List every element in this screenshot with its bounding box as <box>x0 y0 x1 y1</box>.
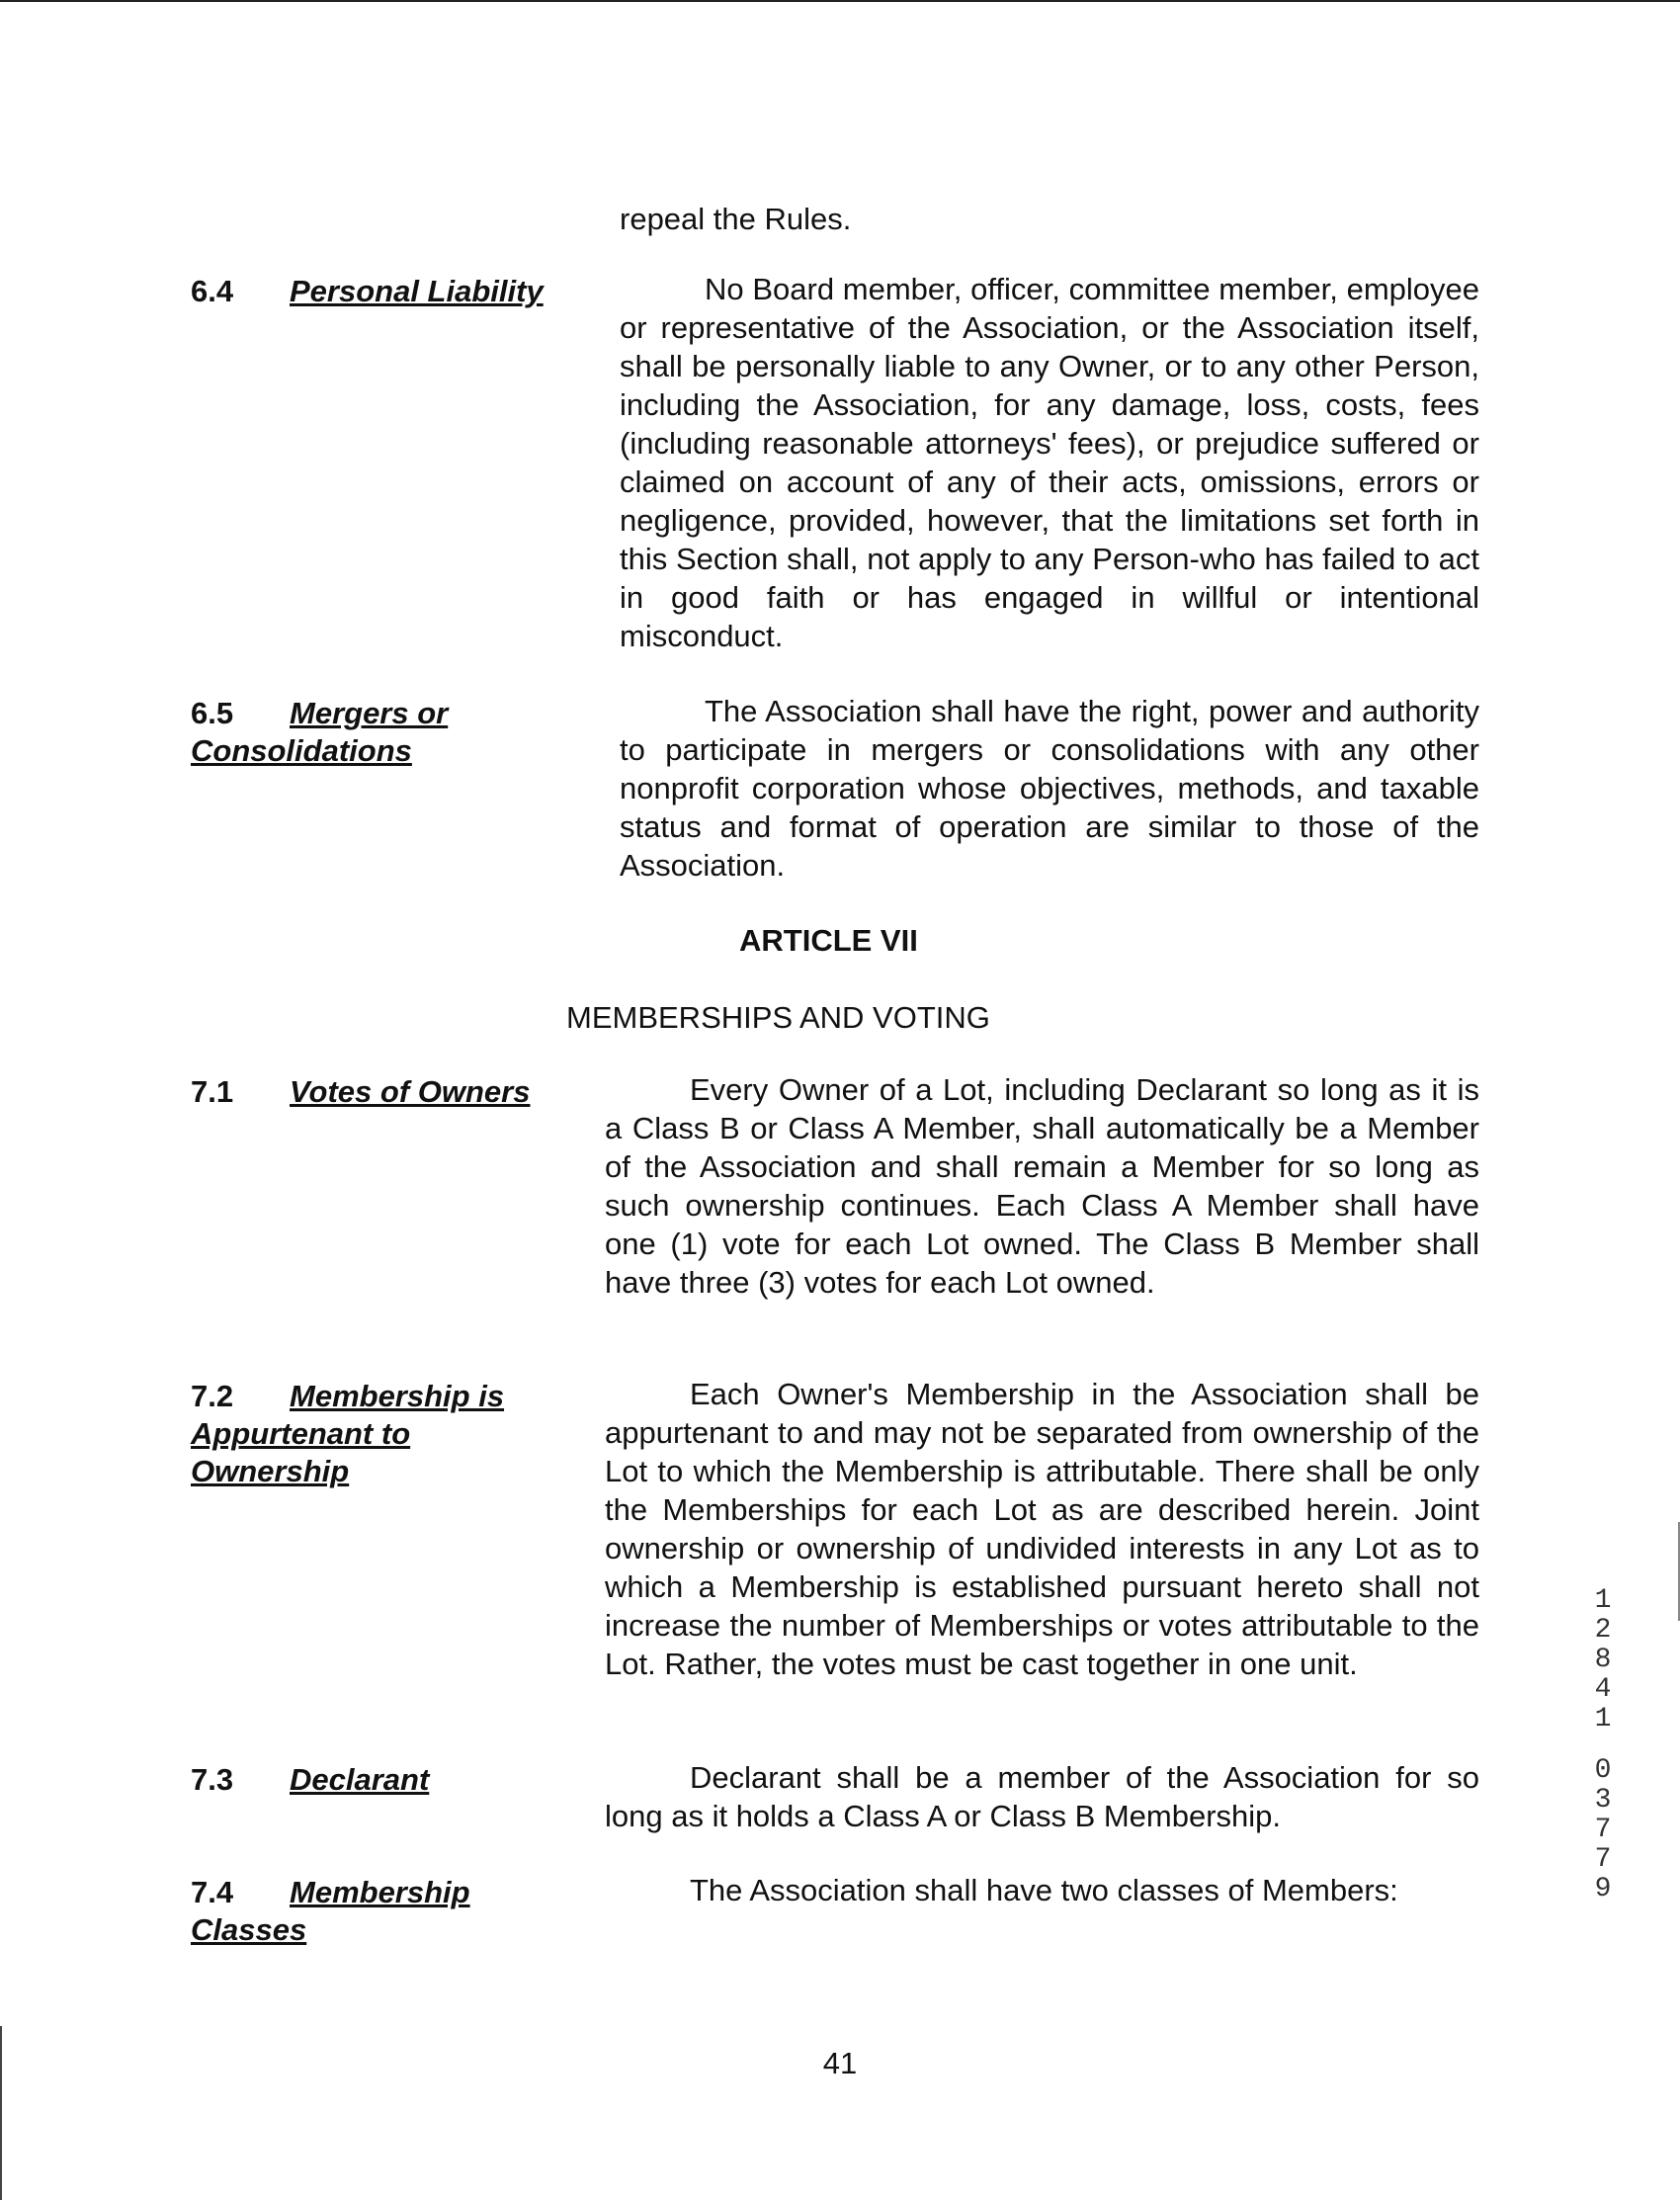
stamp-digit: 4 <box>1594 1674 1612 1705</box>
stamp-digit: 3 <box>1594 1785 1612 1816</box>
stamp-digit: 0 <box>1594 1755 1612 1786</box>
section-number: 7.4 <box>191 1875 234 1909</box>
section-title: Declarant <box>290 1762 430 1797</box>
top-border-line <box>0 0 1680 2</box>
stamp-digit: 7 <box>1594 1815 1612 1845</box>
section-6-4-heading <box>191 273 586 310</box>
section-6-5-text: The Association shall have the right, power and authority to participate in mergers or consolidations with any other nonprofit corporation whose objectives, methods, and taxable status and format of operation are similar to those of the Association. <box>620 694 1479 883</box>
section-title: Personal Liability <box>290 274 544 308</box>
stamp-digit: 8 <box>1594 1645 1612 1675</box>
section-number: 6.5 <box>191 696 234 730</box>
section-6-5-heading <box>191 695 517 770</box>
article-subtitle: MEMBERSHIPS AND VOTING <box>566 1000 990 1035</box>
section-7-1-heading <box>191 1073 586 1111</box>
section-title: Votes of Owners <box>290 1074 531 1109</box>
stamp-digit: 2 <box>1594 1615 1612 1646</box>
section-7-4-heading <box>191 1874 527 1949</box>
section-title: Membership is Appurtenant to Ownership <box>191 1379 505 1488</box>
section-number: 7.1 <box>191 1074 234 1109</box>
recording-stamp <box>1581 1586 1625 1904</box>
stamp-digit: 1 <box>1594 1585 1612 1616</box>
stamp-digit: 7 <box>1594 1844 1612 1875</box>
article-title: ARTICLE VII <box>739 923 918 958</box>
section-6-4-text: No Board member, officer, committee member, employee or representative of the Association, or the Association itself, shall be personally liable to any Owner, or to any other Person, including the Association, for any damage, loss, costs, fees (including reasonable attorneys' fees), or prejudice suffered or claimed on account of any of their acts, omissions, errors or negligence, provided, however, that the limitations set forth in this Section shall, not apply to any Person-who has failed to act in good faith or has engaged in willful or intentional misconduct. <box>620 272 1479 653</box>
section-number: 7.3 <box>191 1762 234 1797</box>
page-number: 41 <box>822 2046 858 2080</box>
section-7-3-heading <box>191 1761 586 1799</box>
stamp-digit: 1 <box>1594 1704 1612 1735</box>
continued-paragraph: repeal the Rules. <box>620 202 852 236</box>
section-7-2-text: Each Owner's Membership in the Association shall be appurtenant to and may not be separated from ownership of the Lot to which the Membership is attributable. There shall be only the Memberships for each Lot as are described herein. Joint ownership or ownership of undivided interests in any Lot as to which a Membership is established pursuant hereto shall not increase the number of Memberships or votes attributable to the Lot. Rather, the votes must be cast together in one unit. <box>605 1377 1479 1681</box>
section-title: Mergers or Consolidations <box>191 696 449 768</box>
section-number: 6.4 <box>191 274 234 308</box>
section-title: Membership Classes <box>191 1875 470 1947</box>
section-7-3-text: Declarant shall be a member of the Association for so long as it holds a Class A or Class B Membership. <box>605 1760 1479 1833</box>
stamp-digit: 9 <box>1594 1874 1612 1904</box>
section-number: 7.2 <box>191 1379 234 1413</box>
section-7-1-text: Every Owner of a Lot, including Declarant so long as it is a Class B or Class A Member, shall automatically be a Member of the Association and shall remain a Member for so long as such ownership continues. Each Class A Member shall have one (1) vote for each Lot owned. The Class B Member shall have three (3) votes for each Lot owned. <box>605 1072 1479 1300</box>
section-7-2-heading <box>191 1378 546 1490</box>
section-7-4-text: The Association shall have two classes of Members: <box>690 1873 1398 1907</box>
